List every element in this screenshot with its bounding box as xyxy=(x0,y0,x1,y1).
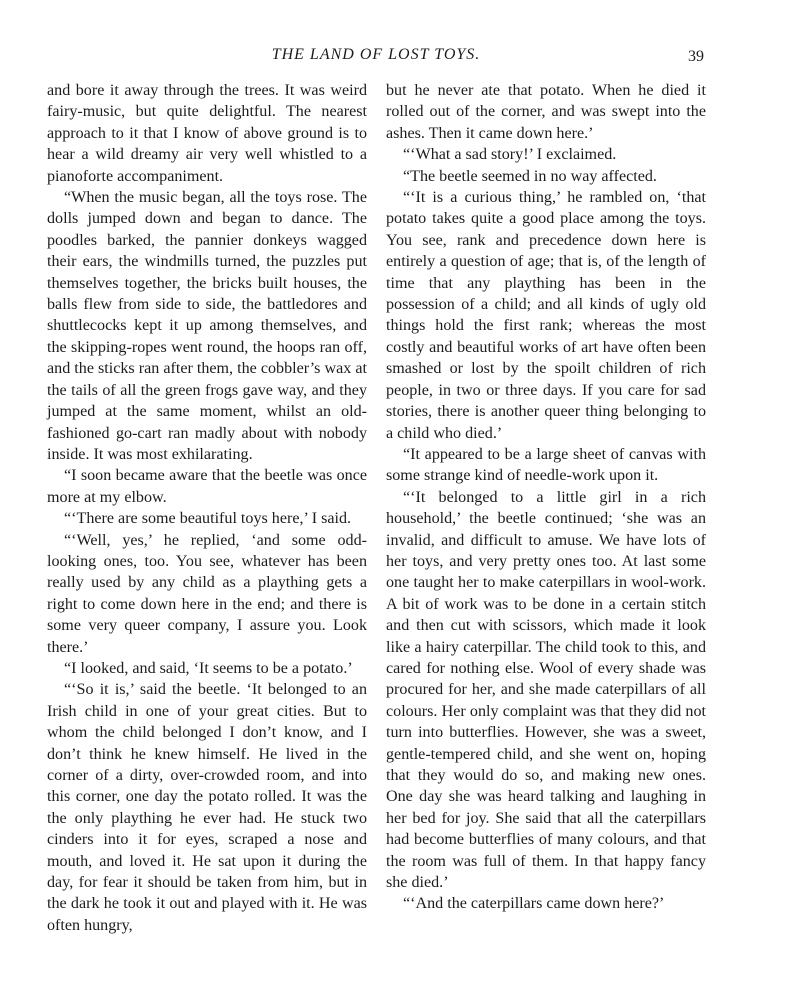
right-column xyxy=(386,80,706,915)
paragraph: “‘There are some beautiful toys here,’ I said. xyxy=(64,510,352,528)
paragraph: “‘So it is,’ said the beetle. ‘It belonged to an Irish child in one of your great cities. But to whom the child belonged I don’t know, and I don’t think he knew himself. He lived in the corner of a dirty, over-crowded room, and into this corner, one day the potato rolled. It was the the only plaything he ever had. He stuck two cinders into it for eyes, scraped a nose and mouth, and loved it. He sat upon it during the day, for fear it should be taken from him, but in the dark he took it out and played with it. He was often hungry, xyxy=(47,681,367,934)
paragraph: but he never ate that potato. When he died it rolled out of the corner, and was swept into the ashes. Then it came down here.’ xyxy=(386,82,706,142)
paragraph: “I looked, and said, ‘It seems to be a potato.’ xyxy=(64,659,353,677)
paragraph: “The beetle seemed in no way affected. xyxy=(403,167,657,185)
left-column xyxy=(47,80,367,936)
page-header xyxy=(48,46,704,70)
paragraph: “It appeared to be a large sheet of canvas with some strange kind of needle-work upon it. xyxy=(386,445,706,485)
paragraph: “I soon became aware that the beetle was once more at my elbow. xyxy=(47,467,367,506)
paragraph: “‘And the caterpillars came down here?’ xyxy=(403,895,665,913)
paragraph: “‘Well, yes,’ he replied, ‘and some odd-looking ones, too. You see, whatever has been really used by any child as a plaything gets a right to come down here in the end; and there is some very queer company, I assure you. Look there.’ xyxy=(47,531,367,656)
paragraph: “‘What a sad story!’ I exclaimed. xyxy=(403,146,617,164)
paragraph: “‘It is a curious thing,’ he rambled on, ‘that potato takes quite a good place among the toys. You see, rank and precedence down here is entirely a question of age; that is, of the length of time that any plaything has been in the possession of a child; and all kinds of ugly old things hold the first rank; whereas the most costly and beautiful works of art have often been smashed or lost by the spoilt children of rich people, in two or three days. If you care for sad stories, there is another queer thing belonging to a child who died.’ xyxy=(386,189,706,442)
page-number: 39 xyxy=(688,48,704,65)
running-title: THE LAND OF LOST TOYS. xyxy=(271,46,481,63)
paragraph: “‘It belonged to a little girl in a rich household,’ the beetle continued; ‘she was an invalid, and difficult to amuse. We have lots of her toys, and very pretty ones too. At last some one taught her to make caterpillars in wool-work. A bit of work was to be done in a certain stitch and then cut with scissors, which made it look like a hairy caterpillar. The child took to this, and cared for nothing else. Wool of every shade was procured for her, and she made caterpillars of all colours. Her only complaint was that they did not turn into butterflies. However, she was a sweet, gentle-tempered child, and she went on, hoping that they would do so, and making new ones. One day she was heard talking and laughing in her bed for joy. She said that all the caterpillars had become butterflies of many colours, and that the room was full of them. In that happy fancy she died.’ xyxy=(386,488,706,892)
paragraph: and bore it away through the trees. It was weird fairy-music, but quite delightful. The nearest approach to it that I know of above ground is to hear a wild dreamy air very well whistled to a pianoforte accompaniment. xyxy=(47,82,367,185)
paragraph: “When the music began, all the toys rose. The dolls jumped down and began to dance. The poodles barked, the pannier donkeys wagged their ears, the windmills turned, the puzzles put themselves together, the bricks built houses, the balls flew from side to side, the battledores and shuttlecocks kept it up among themselves, and the skipping-ropes went round, the hoops ran off, and the sticks ran after them, the cobbler’s wax at the tails of all the green frogs gave way, and they jumped at the same moment, whilst an old-fashioned go-cart ran madly about with nobody inside. It was most exhilarating. xyxy=(47,189,367,463)
